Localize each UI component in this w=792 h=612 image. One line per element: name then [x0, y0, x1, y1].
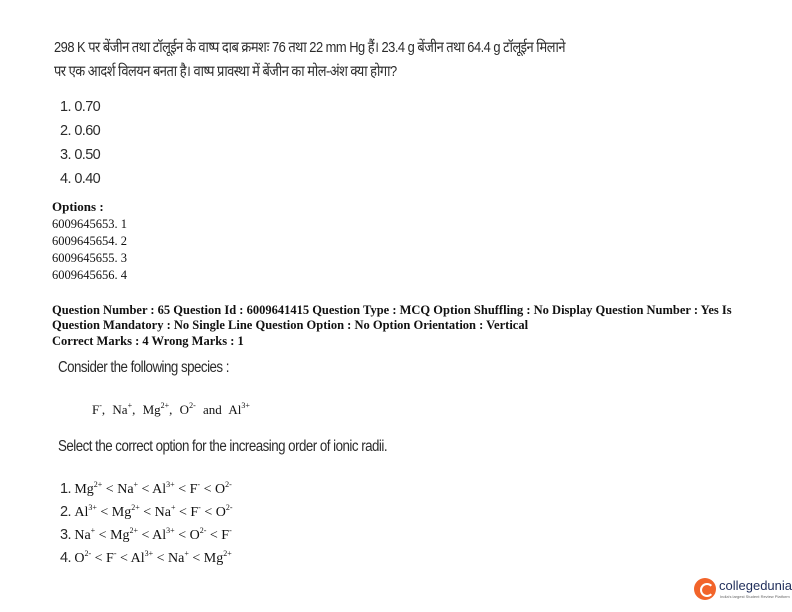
ion-charge: 2+: [223, 549, 232, 558]
less-than-sign: <: [206, 528, 222, 543]
ion: Na+: [74, 526, 96, 543]
less-than-sign: <: [95, 528, 111, 543]
question-65-intro: Consider the following species :: [58, 359, 229, 376]
less-than-sign: <: [200, 482, 215, 497]
ion-charge: -: [113, 549, 117, 558]
question-64-option-1: 1. 0.70: [60, 99, 101, 115]
ion-charge: -: [198, 503, 201, 512]
ion-charge: +: [170, 503, 176, 512]
ion: $O^{2-}$: [189, 526, 207, 543]
species-al: $Al^{3+}$: [228, 401, 250, 417]
less-than-sign: <: [139, 505, 155, 520]
ion: Na+: [154, 503, 176, 520]
question-65-option-3: [60, 527, 232, 544]
ion: $Al^{3+}$: [152, 526, 175, 543]
question-65-option-1: [60, 481, 232, 498]
ion-charge: 2+: [129, 526, 139, 535]
ion-charge: 2+: [131, 503, 140, 512]
option-id-3: 6009645655. 3: [52, 251, 127, 265]
ion-charge: 2+: [93, 480, 103, 489]
ion-charge: 2-: [199, 526, 207, 535]
ion: F-: [221, 526, 232, 543]
option-number: 1.: [60, 481, 75, 497]
question-64-line-1: 298 K पर बेंजीन तथा टॉलूईन के वाष्प दाब क्रमशः 76 तथा 22 mm Hg हैं। 23.4 g बेंजीन तथा 64.4 g टॉलूईन मिलाने: [54, 39, 565, 56]
less-than-sign: <: [200, 505, 216, 520]
ion: $Al^{3+}$: [152, 480, 175, 497]
ion: $Mg^{2+}$: [203, 549, 232, 566]
option-number: 4.: [60, 550, 75, 566]
question-65-prompt: Select the correct option for the increasing order of ionic radii.: [58, 438, 388, 455]
options-label: Options :: [52, 199, 104, 214]
ion: $Mg^{2+}$: [74, 480, 103, 497]
ion: $Al^{3+}$: [130, 549, 154, 566]
ion: $O^{2-}$: [74, 549, 92, 566]
ion-charge: 2-: [225, 503, 233, 512]
option-id-1: 6009645653. 1: [52, 217, 127, 231]
ion-charge: 3+: [144, 549, 154, 558]
less-than-sign: <: [138, 482, 153, 497]
logo-tagline: India's largest Student Review Platform: [720, 594, 790, 599]
logo-name: collegedunia: [719, 578, 792, 593]
question-64-option-2: 2. 0.60: [60, 123, 101, 139]
ion: $O^{2-}$: [214, 480, 232, 497]
less-than-sign: <: [116, 551, 131, 566]
less-than-sign: <: [91, 551, 107, 566]
less-than-sign: <: [138, 528, 153, 543]
species-o: $O^{2-}$: [179, 401, 196, 417]
less-than-sign: <: [102, 482, 118, 497]
ion-charge: -: [197, 480, 201, 489]
ion-charge: 3+: [166, 480, 175, 489]
ion-charge: -: [229, 526, 232, 535]
option-number: 2.: [60, 504, 75, 520]
ion: F-: [189, 480, 201, 497]
ion-charge: 3+: [166, 526, 175, 535]
option-id-2: 6009645654. 2: [52, 234, 127, 248]
ion: Na+: [168, 549, 189, 566]
ion-charge: 2-: [225, 480, 232, 489]
less-than-sign: <: [175, 505, 191, 520]
question-64-text: [54, 36, 565, 84]
option-id-4: 6009645656. 4: [52, 268, 127, 282]
species-f: F-: [92, 401, 102, 417]
ion-charge: +: [90, 526, 96, 535]
less-than-sign: <: [174, 528, 190, 543]
option-number: 3.: [60, 527, 75, 543]
species-mg: $Mg^{2+}$: [142, 401, 170, 417]
ion: $Al^{3+}$: [74, 503, 97, 520]
collegedunia-logo-icon: [694, 578, 716, 600]
less-than-sign: <: [96, 505, 112, 520]
ion-charge: +: [184, 549, 189, 558]
question-65-option-4: [60, 550, 232, 567]
collegedunia-logo: [694, 575, 792, 605]
species-na: Na+: [112, 401, 133, 417]
ion: $Mg^{2+}$: [111, 503, 140, 520]
species-and: and: [202, 402, 222, 417]
ion-charge: 3+: [88, 503, 97, 512]
question-65-option-2: [60, 504, 233, 521]
ion: F-: [190, 503, 201, 520]
ion: F-: [106, 549, 117, 566]
less-than-sign: <: [153, 551, 169, 566]
less-than-sign: <: [188, 551, 204, 566]
question-meta: Question Number : 65 Question Id : 6009641415 Question Type : MCQ Option Shuffling : No Display Question Number : Yes Is Question Mandatory : No Single Line Question Option : No Option Orientation : Vertical: [52, 303, 732, 332]
marks-meta: Correct Marks : 4 Wrong Marks : 1: [52, 334, 244, 348]
question-64-option-3: 3. 0.50: [60, 147, 101, 163]
question-64-line-2: पर एक आदर्श विलयन बनता है। वाष्प प्रावस्था में बेंजीन का मोल-अंश क्या होगा?: [54, 63, 397, 80]
ion: Na+: [117, 480, 139, 497]
ion: $Mg^{2+}$: [110, 526, 139, 543]
question-64-option-4: 4. 0.40: [60, 171, 101, 187]
less-than-sign: <: [174, 482, 190, 497]
species-list: F-, Na+, $Mg^{2+}$, $O^{2-}$ and $Al^{3+}$: [92, 401, 250, 417]
ion: $O^{2-}$: [215, 503, 233, 520]
ion-charge: 2-: [84, 549, 92, 558]
ion-charge: +: [133, 480, 139, 489]
